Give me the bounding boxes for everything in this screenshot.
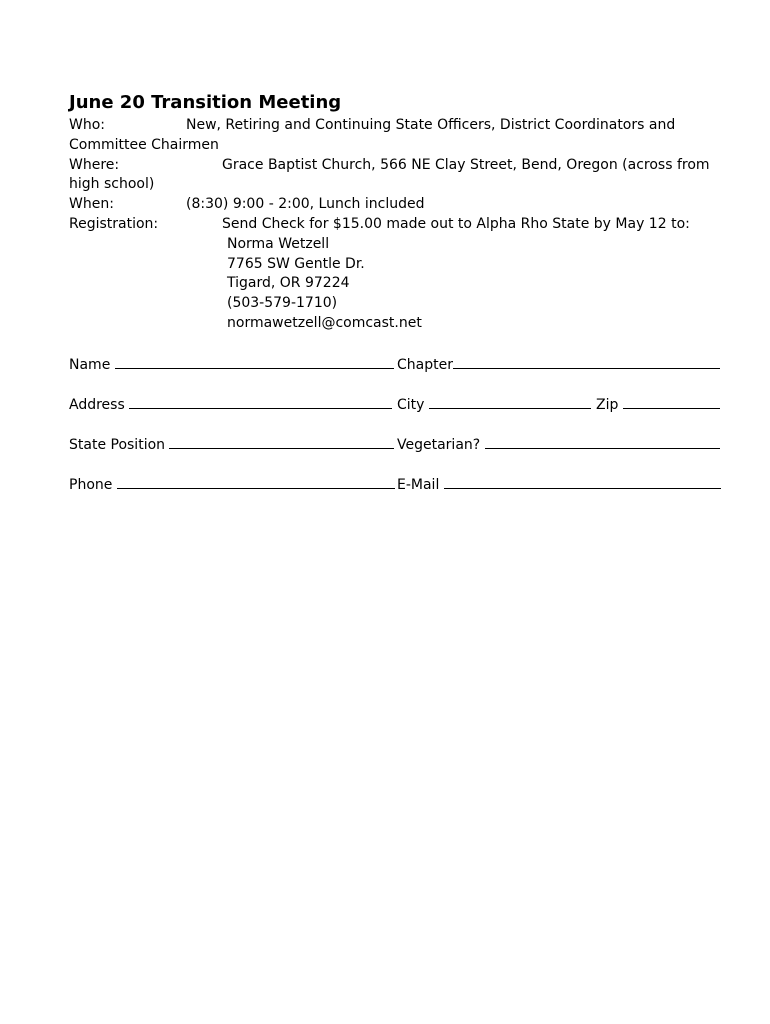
name-field <box>69 354 394 375</box>
phone-blank[interactable] <box>117 474 395 489</box>
vegetarian-label: Vegetarian? <box>397 437 481 453</box>
contact-city-row <box>69 274 721 294</box>
registration-value: Send Check for $15.00 made out to Alpha Rho State by May 12 to: <box>222 215 690 232</box>
who-row <box>69 116 721 136</box>
when-row <box>69 195 721 215</box>
who-label: Who: <box>69 117 105 133</box>
who-value: New, Retiring and Continuing State Officers, District Coordinators and <box>186 117 676 133</box>
registration-form <box>69 354 721 514</box>
address-field <box>69 394 392 415</box>
meeting-notice <box>69 90 721 334</box>
state-position-label: State Position <box>69 437 166 453</box>
email-label: E-Mail <box>397 477 440 493</box>
chapter-field <box>397 354 720 375</box>
form-row-name-chapter <box>69 354 721 394</box>
vegetarian-field <box>397 434 720 455</box>
chapter-label: Chapter <box>397 357 453 373</box>
zip-label: Zip <box>596 397 619 413</box>
state-position-field <box>69 434 394 455</box>
state-position-blank[interactable] <box>169 434 394 449</box>
form-row-phone-email <box>69 474 721 514</box>
chapter-blank[interactable] <box>453 354 720 369</box>
when-value: (8:30) 9:00 - 2:00, Lunch included <box>186 196 425 213</box>
contact-street: 7765 SW Gentle Dr. <box>227 255 365 272</box>
page-title: June 20 Transition Meeting <box>69 92 342 113</box>
name-blank[interactable] <box>115 354 394 369</box>
contact-phone-row <box>69 294 721 314</box>
zip-field <box>596 394 720 415</box>
where-value-continued: high school) <box>69 176 155 193</box>
contact-phone: (503-579-1710) <box>227 295 338 312</box>
meeting-details <box>69 116 721 334</box>
email-field <box>397 474 721 495</box>
city-blank[interactable] <box>429 394 591 409</box>
address-label: Address <box>69 397 125 413</box>
vegetarian-blank[interactable] <box>485 434 720 449</box>
address-blank[interactable] <box>129 394 392 409</box>
name-label: Name <box>69 357 111 373</box>
when-label: When: <box>69 196 114 213</box>
city-label: City <box>397 397 425 413</box>
where-label: Where: <box>69 156 120 173</box>
zip-blank[interactable] <box>623 394 720 409</box>
city-field <box>397 394 591 415</box>
contact-city: Tigard, OR 97224 <box>227 275 350 292</box>
contact-street-row <box>69 255 721 275</box>
email-blank[interactable] <box>444 474 721 489</box>
contact-email-row <box>69 314 721 334</box>
contact-name: Norma Wetzell <box>227 235 330 252</box>
contact-email: normawetzell@comcast.net <box>227 314 422 331</box>
where-row <box>69 156 721 176</box>
registration-row <box>69 215 721 235</box>
where-value: Grace Baptist Church, 566 NE Clay Street, Bend, Oregon (across from <box>222 156 710 173</box>
contact-name-row <box>69 235 721 255</box>
registration-label: Registration: <box>69 215 159 232</box>
form-row-address-city-zip <box>69 394 721 434</box>
phone-label: Phone <box>69 477 113 493</box>
phone-field <box>69 474 395 495</box>
form-row-position-vegetarian <box>69 434 721 474</box>
who-value-continued: Committee Chairmen <box>69 136 219 153</box>
